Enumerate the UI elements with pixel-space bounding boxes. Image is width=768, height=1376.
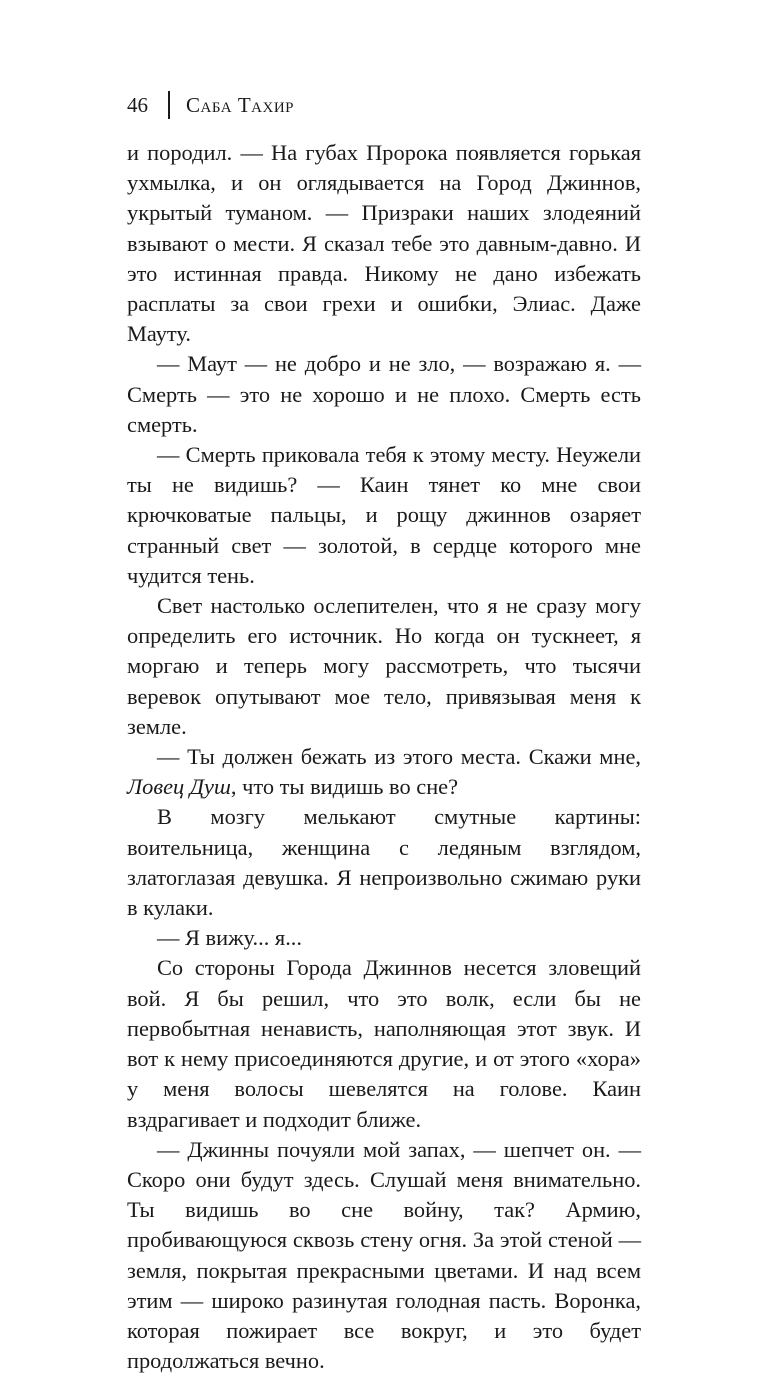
emphasized-text: Ловец Душ [127,774,231,800]
page-number: 46 [127,92,148,117]
paragraph-text: — Ты должен бежать из этого места. Скажи мне, [157,744,641,770]
header-divider [168,91,170,119]
paragraph [127,742,641,802]
paragraph: — Джинны почуяли мой запах, — шепчет он. — Скоро они будут здесь. Слушай меня внимательно. Ты видишь во сне войну, так? Армию, пробивающуюся сквозь стену огня. За этой стеной — земля, покрытая прекрасными цветами. И над всем этим — широко разинутая голодная пасть. Воронка, которая пожирает все вокруг, и это будет продолжаться вечно. [127,1136,641,1374]
running-head [127,88,294,122]
paragraph: — Смерть приковала тебя к этому месту. Неужели ты не видишь? — Каин тянет ко мне свои крючковатые пальцы, и рощу джиннов озаряет странный свет — золотой, в сердце которого мне чудится тень. [127,442,641,588]
body-text [127,138,641,1376]
paragraph: и породил. — На губах Пророка появляется горькая ухмылка, и он оглядывается на Город Джиннов, укрытый туманом. — Призраки наших злодеяний взывают о мести. Я сказал тебе это давным-давно. И это истинная правда. Никому не дано избежать расплаты за свои грехи и ошибки, Элиас. Даже Мауту. [127,140,641,347]
paragraph: Со стороны Города Джиннов несется зловещий вой. Я бы решил, что это волк, если бы не первобытная ненависть, наполняющая этот звук. И вот к нему присоединяются другие, и от этого «хора» у меня волосы шевелятся на голове. Каин вздрагивает и подходит ближе. [127,955,641,1132]
book-author: Саба Тахир [186,92,295,117]
paragraph: Свет настолько ослепителен, что я не сразу могу определить его источник. Но когда он тускнеет, я моргаю и теперь могу рассмотреть, что тысячи веревок опутывают мое тело, привязывая меня к земле. [127,593,641,739]
paragraph: — Маут — не добро и не зло, — возражаю я. — Смерть — это не хорошо и не плохо. Смерть есть смерть. [127,351,641,437]
paragraph: В мозгу мелькают смутные картины: воительница, женщина с ледяным взглядом, златоглазая девушка. Я непроизвольно сжимаю руки в кулаки. [127,804,641,921]
paragraph-text: , что ты видишь во сне? [230,774,459,800]
paragraph: — Я вижу... я... [157,925,302,951]
